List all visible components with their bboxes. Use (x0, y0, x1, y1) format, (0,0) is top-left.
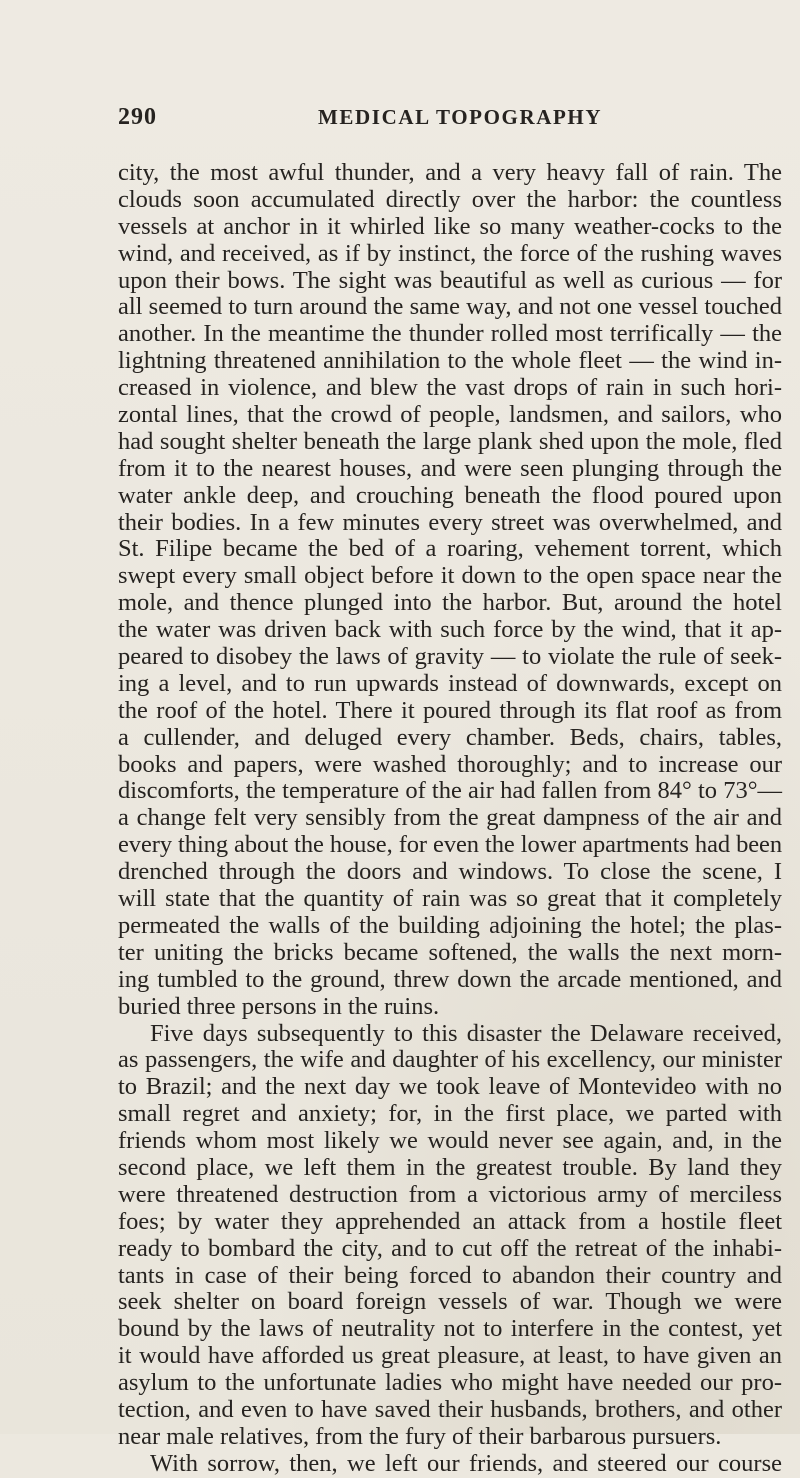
text-line: to Brazil; and the next day we took leave of Montevideo with no (118, 1073, 782, 1101)
text-line: every thing about the house, for even the lower apartments had been (118, 831, 782, 859)
text-line: asylum to the unfortunate ladies who might have needed our pro- (118, 1369, 782, 1397)
text-line: vessels at anchor in it whirled like so many weather-cocks to the (118, 212, 782, 240)
text-line: had sought shelter beneath the large plank shed upon the mole, fled (118, 427, 782, 455)
text-line: bound by the laws of neutrality not to interfere in the contest, yet (118, 1315, 782, 1343)
text-line: foes; by water they apprehended an attack from a hostile fleet (118, 1207, 782, 1235)
text-line: another. In the meantime the thunder rolled most terrifically — the (118, 320, 782, 348)
text-line: were threatened destruction from a victorious army of merciless (118, 1180, 782, 1208)
text-line: as passengers, the wife and daughter of his excellency, our minister (118, 1046, 782, 1074)
text-line: discomforts, the temperature of the air had fallen from 84° to 73°— (118, 777, 782, 805)
text-line: zontal lines, that the crowd of people, landsmen, and sailors, who (118, 401, 782, 429)
text-line: creased in violence, and blew the vast drops of rain in such hori- (118, 374, 782, 402)
text-line: wind, and received, as if by instinct, the force of the rushing waves (118, 239, 782, 267)
text-line: second place, we left them in the greatest trouble. By land they (118, 1153, 782, 1181)
text-line: it would have afforded us great pleasure, at least, to have given an (118, 1342, 782, 1370)
paragraph-end-line: buried three persons in the ruins. (118, 992, 440, 1020)
text-line: swept every small object before it down to the open space near the (118, 562, 782, 590)
text-line: friends whom most likely we would never see again, and, in the (118, 1127, 782, 1155)
text-line: clouds soon accumulated directly over the harbor: the countless (118, 185, 782, 213)
text-line: lightning threatened annihilation to the whole fleet — the wind in- (118, 347, 782, 375)
paragraph-end-line: near male relatives, from the fury of their barbarous pursuers. (118, 1422, 722, 1450)
text-line: drenched through the doors and windows. To close the scene, I (118, 858, 782, 886)
text-line: ing tumbled to the ground, threw down the arcade mentioned, and (118, 965, 782, 993)
text-line: seek shelter on board foreign vessels of war. Though we were (118, 1288, 782, 1316)
text-line: mole, and thence plunged into the harbor. But, around the hotel (118, 589, 782, 617)
running-title: MEDICAL TOPOGRAPHY (318, 105, 603, 129)
text-line: will state that the quantity of rain was so great that it completely (118, 885, 782, 913)
text-line: the water was driven back with such force by the wind, that it ap- (118, 616, 782, 644)
running-head (118, 104, 782, 134)
text-line: books and papers, were washed thoroughly; and to increase our (118, 750, 782, 778)
text-line: permeated the walls of the building adjoining the hotel; the plas- (118, 911, 782, 939)
text-line: from it to the nearest houses, and were seen plunging through the (118, 454, 782, 482)
text-line: city, the most awful thunder, and a very heavy fall of rain. The (118, 159, 782, 186)
page-number: 290 (118, 104, 157, 130)
text-line: tants in case of their being forced to abandon their country and (118, 1261, 782, 1289)
text-line: ing a level, and to run upwards instead of downwards, except on (118, 669, 782, 697)
text-line: all seemed to turn around the same way, and not one vessel touched (118, 293, 782, 321)
body-text (118, 160, 782, 1478)
text-line: upon their bows. The sight was beautiful as well as curious — for (118, 266, 782, 294)
text-line: peared to disobey the laws of gravity — to violate the rule of seek- (118, 643, 782, 671)
text-line: a change felt very sensibly from the great dampness of the air and (118, 804, 782, 832)
text-line: small regret and anxiety; for, in the first place, we parted with (118, 1100, 782, 1128)
text-line: the roof of the hotel. There it poured through its flat roof as from (118, 696, 782, 724)
paragraph-start-line: With sorrow, then, we left our friends, and steered our course (150, 1449, 782, 1477)
text-line: ter uniting the bricks became softened, the walls the next morn- (118, 938, 782, 966)
text-line: water ankle deep, and crouching beneath the flood poured upon (118, 481, 782, 509)
text-line: a cullender, and deluged every chamber. Beds, chairs, tables, (118, 723, 782, 751)
paragraph-start-line: Five days subsequently to this disaster the Delaware received, (150, 1019, 782, 1047)
text-line: their bodies. In a few minutes every street was overwhelmed, and (118, 508, 782, 536)
text-line: tection, and even to have saved their husbands, brothers, and other (118, 1395, 782, 1423)
text-line: ready to bombard the city, and to cut off the retreat of the inhabi- (118, 1234, 782, 1262)
text-line: St. Filipe became the bed of a roaring, vehement torrent, which (118, 535, 782, 563)
